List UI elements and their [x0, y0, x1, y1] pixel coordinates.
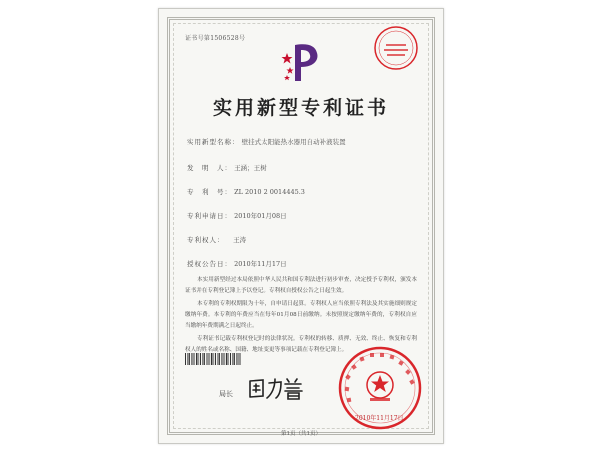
page-number: 第1页（共1页）: [281, 431, 321, 437]
field-value: ZL 2010 2 0014445.3: [234, 188, 305, 196]
top-right-seal-icon: [373, 25, 419, 71]
field-utility-model-name: [187, 137, 346, 146]
field-label: 发 明 人：: [187, 164, 232, 172]
field-label: 专 利 号：: [187, 188, 232, 196]
field-inventor: [187, 163, 267, 172]
seal-date: 2010年11月17日: [355, 415, 404, 422]
director-label: 局长: [219, 390, 233, 398]
field-patentee: [187, 235, 246, 244]
field-value: 王涛: [233, 236, 247, 244]
sipo-logo-icon: [281, 39, 323, 85]
field-label: 专利申请日：: [187, 212, 232, 220]
director-signature-icon: [247, 375, 305, 401]
field-patent-number: [187, 187, 305, 196]
field-application-date: [187, 211, 287, 220]
field-label: 实用新型名称：: [187, 138, 240, 146]
body-paragraph: 专利证书记载专利权登记时的法律状况。专利权的转移、质押、无效、终止、恢复和专利权人的姓名或名称、国籍、地址变更等事项记载在专利登记簿上。: [185, 336, 417, 353]
certificate-number: 证书号第1506528号: [185, 35, 246, 42]
certificate-title: 实用新型专利证书: [212, 97, 389, 119]
field-label: 专利权人：: [187, 236, 225, 244]
field-value: 王涵；王树: [234, 164, 267, 172]
field-value: 2010年01月08日: [234, 212, 287, 220]
field-value: 2010年11月17日: [234, 260, 287, 268]
body-paragraph: 本实用新型经过本局依照中华人民共和国专利法进行初步审查，决定授予专利权，颁发本证书并在专利登记簿上予以登记。专利权自授权公告之日起生效。: [185, 277, 417, 294]
field-value: 壁挂式太阳能热水器用自动补液装置: [241, 138, 346, 146]
body-paragraph: 本专利的专利权期限为十年，自申请日起算。专利权人应当依照专利法及其实施细则规定缴纳年费。本专利的年费应当在每年01月08日前缴纳。未按照规定缴纳年费的，专利权自应当缴纳年费期满之日起终止。: [185, 301, 417, 329]
barcode-icon: [185, 353, 241, 365]
field-grant-date: [187, 259, 287, 268]
field-label: 授权公告日：: [187, 260, 232, 268]
patent-certificate: [158, 8, 444, 444]
